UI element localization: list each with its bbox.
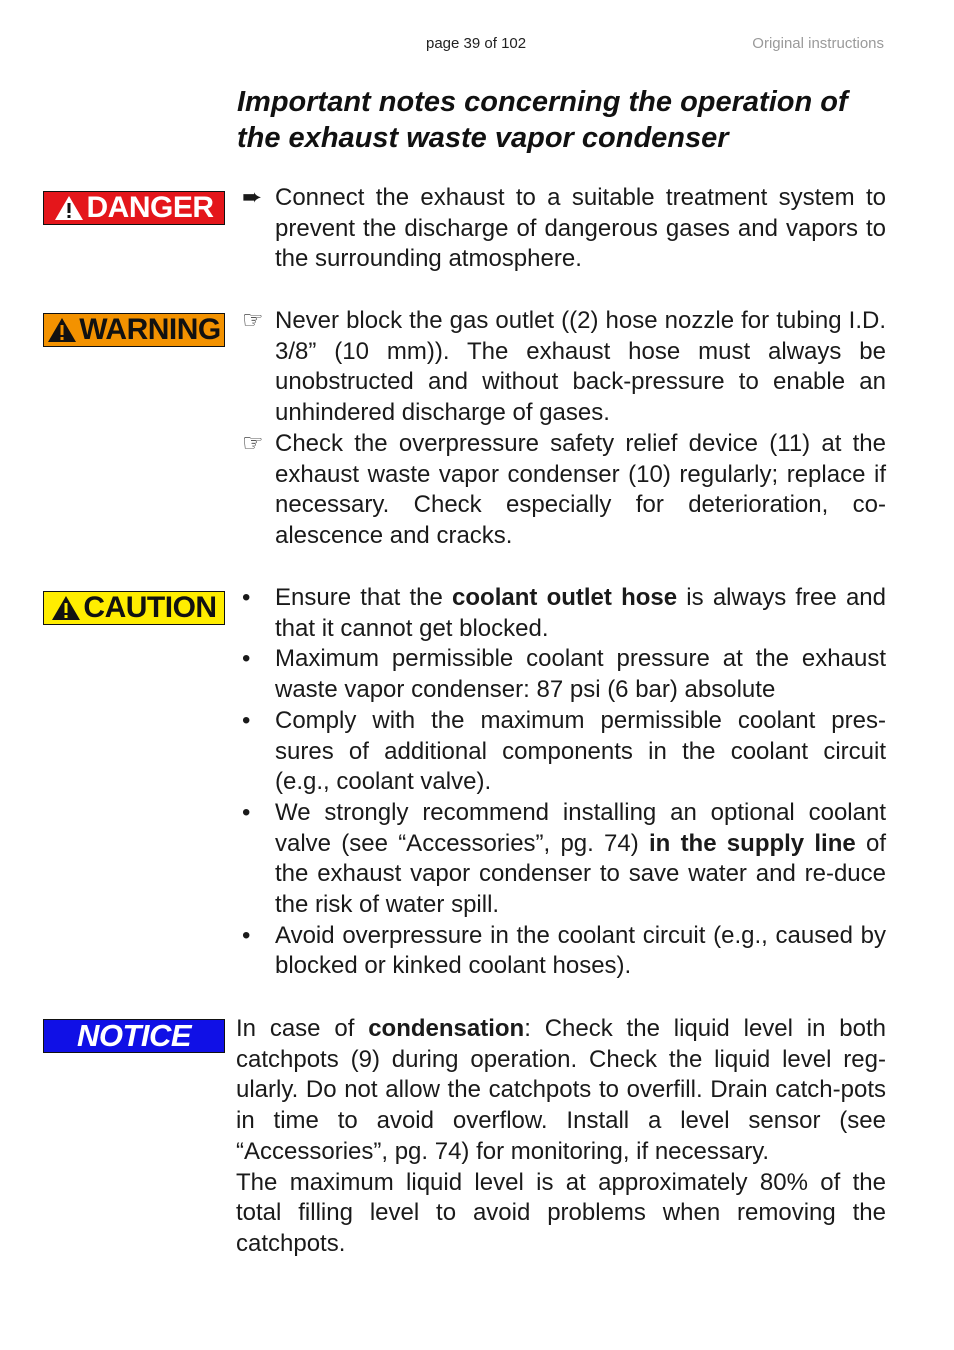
list-item xyxy=(240,306,886,429)
caution-item-text: We strongly recommend installing an optional coolant valve (see “Accessories”, pg. 74) xyxy=(275,798,886,857)
notice-text-part: : Check the liquid level in both catchpots (9) during operation. Check the liquid level reg-ularly. Do not allow the catchpots to overfill. Drain catch-pots in time to avoid overflow. Install a level sensor (see “Accessories”, pg. 74) for monitoring, if necessary. xyxy=(236,1015,887,1165)
warning-item-text: Check the overpressure safety relief device (11) at the exhaust waste vapor condenser (10) regularly; replace if necessary. Check especially for deterioration, co-alescence and cracks. xyxy=(275,429,886,549)
caution-item-text: Avoid overpressure in the coolant circuit (e.g., caused by blocked or kinked coolant hoses). xyxy=(275,921,886,980)
bullet-icon: • xyxy=(242,645,251,673)
section-title: Important notes concerning the operation of the exhaust waste vapor condenser xyxy=(237,86,848,154)
notice-text-part: In case of xyxy=(236,1015,369,1042)
notice-emphasis: condensation xyxy=(368,1015,525,1042)
page-number: page 39 of 102 xyxy=(426,35,527,52)
caution-item-text: Ensure that the xyxy=(275,584,453,611)
warning-triangle-icon xyxy=(54,195,84,221)
caution-item-text: Comply with the maximum permissible coolant pres-sures of additional components in the coolant circuit (e.g., coolant valve). xyxy=(275,706,886,796)
list-item xyxy=(240,798,886,921)
list-item xyxy=(240,921,886,982)
warning-label: WARNING xyxy=(79,313,221,346)
warning-list xyxy=(240,306,886,552)
caution-label: CAUTION xyxy=(83,591,217,624)
bullet-icon: • xyxy=(242,584,251,611)
list-item xyxy=(240,183,886,275)
bullet-icon: • xyxy=(242,921,251,949)
caution-list xyxy=(240,583,886,982)
caution-item-text: of the exhaust vapor condenser to save water and re-duce the risk of water spill. xyxy=(275,829,886,919)
notice-paragraph: The maximum liquid level is at approximately 80% of the total filling level to avoid problems when removing the catchpots. xyxy=(236,1168,886,1257)
caution-item-text: is always free and that it cannot get blocked. xyxy=(275,584,886,642)
caution-sign xyxy=(43,591,225,625)
list-item xyxy=(240,429,886,552)
warning-item-text: Never block the gas outlet ((2) hose nozzle for tubing I.D. 3/8” (10 mm)). The exhaust hose must always be unobstructed and without back-pressure to enable an unhindered discharge of gases. xyxy=(275,307,886,427)
warning-triangle-icon xyxy=(47,317,77,343)
warning-sign xyxy=(43,313,225,347)
arrow-icon: ➨ xyxy=(242,184,263,211)
caution-item-text: Maximum permissible coolant pressure at the exhaust waste vapor condenser: 87 psi (6 bar) absolute xyxy=(275,645,886,704)
notice-label: NOTICE xyxy=(76,1018,192,1053)
danger-list xyxy=(240,183,886,275)
bullet-icon: • xyxy=(242,706,251,734)
warning-triangle-icon xyxy=(51,595,81,621)
danger-sign xyxy=(43,191,225,225)
notice-text xyxy=(236,1014,886,1260)
list-item xyxy=(240,706,886,798)
list-item xyxy=(240,583,886,644)
document-note: Original instructions xyxy=(752,35,884,52)
caution-item-emphasis: in the supply line xyxy=(649,829,856,857)
bullet-icon: • xyxy=(242,798,251,826)
danger-label: DANGER xyxy=(86,191,214,224)
notice-sign xyxy=(43,1019,225,1053)
notice-paragraph xyxy=(236,1014,886,1168)
pointing-hand-icon: ☞ xyxy=(242,307,264,334)
caution-item-emphasis: coolant outlet hose xyxy=(452,584,678,611)
pointing-hand-icon: ☞ xyxy=(242,429,264,457)
danger-item-text: Connect the exhaust to a suitable treatment system to prevent the discharge of dangerous gases and vapors to the surrounding atmosphere. xyxy=(275,184,886,273)
list-item xyxy=(240,644,886,705)
